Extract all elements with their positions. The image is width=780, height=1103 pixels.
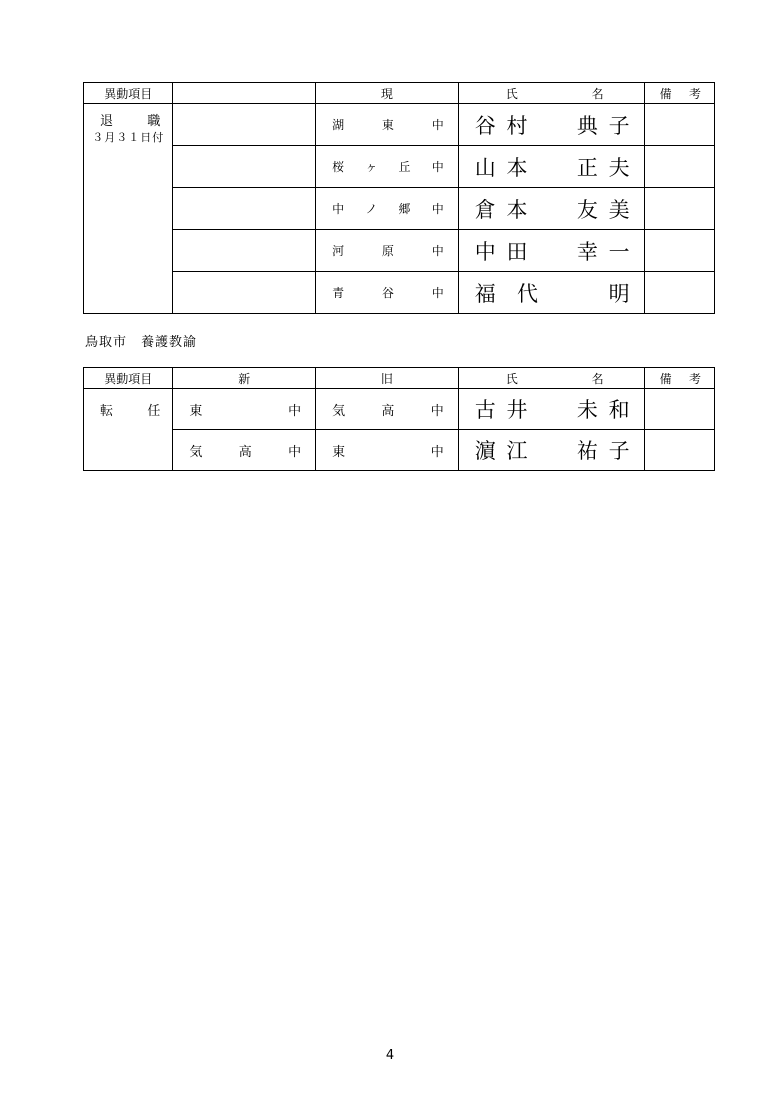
header-item: 異動項目 [84, 83, 173, 104]
header-current: 現 [316, 83, 459, 104]
table-row [84, 188, 715, 230]
school-cell: 桜 ヶ 丘 中 [316, 146, 459, 188]
blank-cell [173, 104, 316, 146]
remarks-cell [644, 146, 714, 188]
school-cell: 中 ノ 郷 中 [316, 188, 459, 230]
school-cell: 河 原 中 [316, 230, 459, 272]
old-school-cell: 東 中 [316, 430, 459, 471]
table-row [84, 230, 715, 272]
header-blank [173, 83, 316, 104]
header-old: 旧 [316, 368, 459, 389]
old-school-cell: 気 高 中 [316, 389, 459, 430]
new-school-cell: 東 中 [173, 389, 316, 430]
blank-cell [173, 146, 316, 188]
effective-date: ３月３１日付 [92, 131, 165, 144]
table-row [84, 104, 715, 146]
header-item: 異動項目 [84, 368, 173, 389]
retirement-table [83, 82, 715, 314]
remarks-cell [644, 430, 714, 471]
school-cell: 青 谷 中 [316, 272, 459, 314]
name-cell: 谷 村 典 子 [458, 104, 644, 146]
header-name: 氏 名 [458, 83, 644, 104]
table-header-row [84, 83, 715, 104]
remarks-cell [644, 104, 714, 146]
name-cell: 中 田 幸 一 [458, 230, 644, 272]
change-item-cell: 転 任 [84, 389, 173, 471]
table-header-row [84, 368, 715, 389]
page-number: 4 [385, 1048, 395, 1063]
name-cell: 福 代 明 [458, 272, 644, 314]
table-row [84, 389, 715, 430]
blank-cell [173, 272, 316, 314]
header-remarks: 備 考 [644, 368, 714, 389]
section-title: 鳥取市 養護教諭 [85, 335, 198, 350]
transfer-table [83, 367, 715, 471]
header-remarks: 備 考 [644, 83, 714, 104]
header-name: 氏 名 [458, 368, 644, 389]
name-cell: 濵 江 祐 子 [458, 430, 644, 471]
table-row [84, 272, 715, 314]
change-item-cell: 退 職 ３月３１日付 [84, 104, 173, 314]
name-cell: 倉 本 友 美 [458, 188, 644, 230]
name-cell: 山 本 正 夫 [458, 146, 644, 188]
table-row [84, 430, 715, 471]
remarks-cell [644, 188, 714, 230]
blank-cell [173, 188, 316, 230]
header-new: 新 [173, 368, 316, 389]
blank-cell [173, 230, 316, 272]
remarks-cell [644, 230, 714, 272]
table-row [84, 146, 715, 188]
new-school-cell: 気 高 中 [173, 430, 316, 471]
remarks-cell [644, 389, 714, 430]
school-cell: 湖 東 中 [316, 104, 459, 146]
remarks-cell [644, 272, 714, 314]
name-cell: 古 井 未 和 [458, 389, 644, 430]
